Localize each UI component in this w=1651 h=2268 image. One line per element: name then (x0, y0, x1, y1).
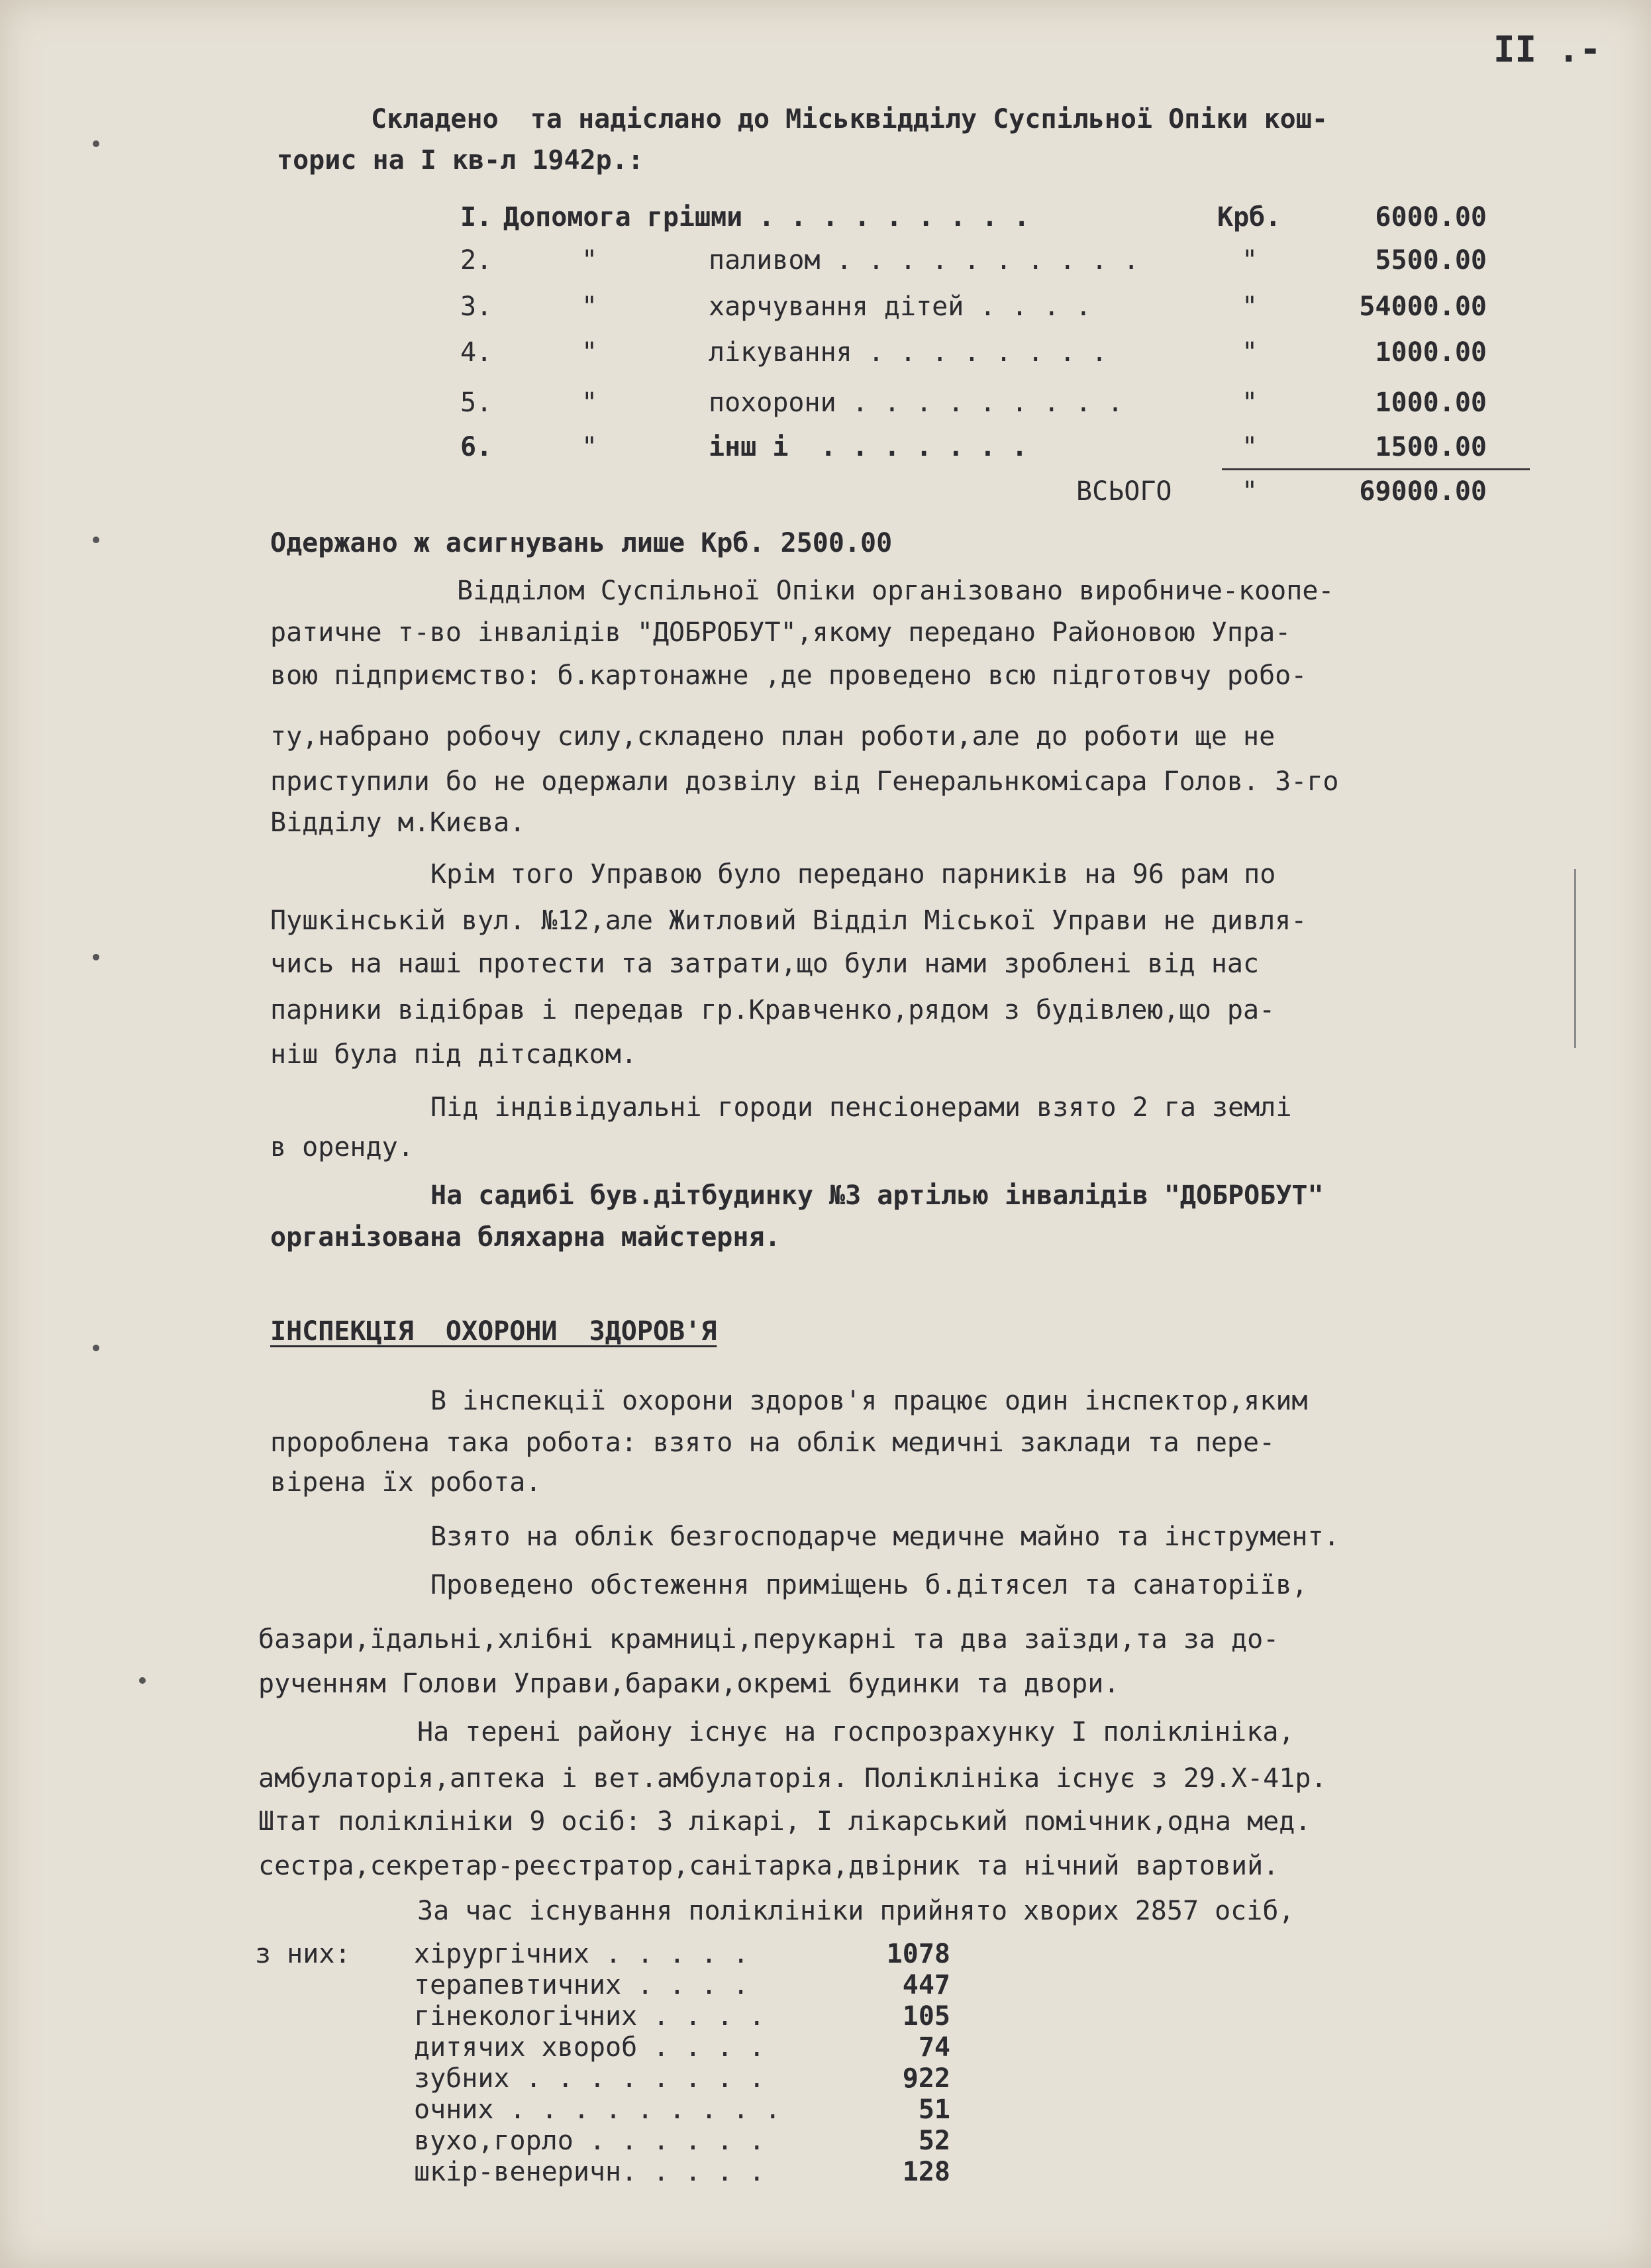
budget-row-unit: Крб. (1217, 202, 1281, 232)
patients-value: 922 (902, 2063, 950, 2094)
patients-label: шкір-венеричн. . . . . (414, 2157, 765, 2187)
page-number: II .- (1493, 28, 1601, 70)
text-line: сестра,секретар-реєстратор,санітарка,двірник та нічний вартовий. (258, 1851, 1279, 1881)
patients-value: 52 (918, 2126, 950, 2156)
budget-row-ditto: " (581, 291, 598, 322)
section-heading: ІНСПЕКЦІЯ ОХОРОНИ ЗДОРОВ'Я (270, 1316, 717, 1347)
sum-rule (1222, 468, 1530, 470)
patients-value: 74 (918, 2032, 950, 2063)
budget-row-unit: " (1242, 387, 1258, 418)
budget-row-amount: 1500.00 (1375, 432, 1487, 462)
text-line: Під індівідуальні городи пенсіонерами взято 2 га землі (430, 1092, 1292, 1123)
text-line: В інспекції охорони здоров'я працює один інспектор,яким (430, 1386, 1308, 1416)
text-line: На садибі був.дітбудинку №3 артілью інвалідів "ДОБРОБУТ" (430, 1180, 1324, 1211)
text-line: ту,набрано робочу силу,складено план роботи,але до роботи ще не (270, 721, 1276, 752)
patients-value: 51 (918, 2094, 950, 2125)
margin-dot (139, 1677, 146, 1684)
patients-value: 128 (902, 2157, 950, 2187)
margin-dot (93, 1345, 99, 1351)
text-line: Відділом Суспільної Опіки організовано виробниче-коопе- (457, 576, 1334, 606)
patients-label: гінекологічних . . . . (414, 2001, 765, 2032)
margin-dot (93, 954, 99, 960)
text-line: парники відібрав і передав гр.Кравченко,рядом з будівлею,що ра- (270, 995, 1276, 1025)
text-line: Проведено обстеження приміщень б.дітясел та санаторіїв, (430, 1570, 1308, 1600)
text-line: чись на наші протести та затрати,що були нами зроблені від нас (270, 949, 1260, 979)
budget-row-number: 4. (460, 337, 493, 368)
margin-bracket (1574, 869, 1576, 1048)
budget-total-amount: 69000.00 (1359, 476, 1487, 507)
budget-row-label: паливом . . . . . . . . . . (709, 245, 1140, 276)
patients-value: 105 (902, 2001, 950, 2032)
budget-row-label: лікування . . . . . . . . (709, 337, 1108, 368)
text-line: вірена їх робота. (270, 1467, 542, 1498)
budget-row-label: похорони . . . . . . . . . (709, 387, 1124, 418)
margin-dot (93, 140, 99, 147)
budget-row-number: 5. (460, 387, 493, 418)
patients-value: 447 (902, 1970, 950, 2000)
text-line: ратичне т-во інвалідів "ДОБРОБУТ",якому передано Районовою Упра- (270, 617, 1291, 648)
intro-line-2: торис на I кв-л 1942р.: (277, 145, 644, 176)
text-line: приступили бо не одержали дозвілу від Генеральнкомісара Голов. 3-го (270, 766, 1339, 797)
margin-dot (93, 537, 99, 543)
budget-total-label: ВСЬОГО (1076, 476, 1172, 507)
budget-row-amount: 1000.00 (1375, 387, 1487, 418)
budget-row-unit: " (1242, 245, 1258, 276)
text-line: вою підприємство: б.картонажне ,де проведено всю підготовчу робо- (270, 660, 1307, 691)
budget-row-amount: 6000.00 (1375, 202, 1487, 232)
text-line: Штат поліклініки 9 осіб: 3 лікарі, I лікарський помічник,одна мед. (258, 1806, 1311, 1837)
budget-row-amount: 1000.00 (1375, 337, 1487, 368)
budget-row-number: 2. (460, 245, 493, 276)
budget-row-unit: " (1242, 432, 1258, 462)
intro-line-1: Складено та надіслано до Міськвідділу Суспільної Опіки кош- (371, 104, 1328, 134)
text-line: рученням Голови Управи,бараки,окремі будинки та двори. (258, 1669, 1120, 1699)
patients-label: очних . . . . . . . . . (414, 2094, 781, 2125)
text-line: За час існування поліклініки прийнято хворих 2857 осіб, (417, 1896, 1295, 1926)
budget-row-unit: " (1242, 291, 1258, 322)
text-line: пророблена така робота: взято на облік медичні заклади та пере- (270, 1427, 1276, 1458)
patients-label: хірургічних . . . . . (414, 1939, 749, 1969)
text-line: базари,їдальні,хлібні крамниці,перукарні та два заїзди,та за до- (258, 1624, 1279, 1655)
text-line: Крім того Управою було передано парників на 96 рам по (430, 859, 1276, 890)
budget-row-amount: 5500.00 (1375, 245, 1487, 276)
patients-label: дитячих хвороб . . . . (414, 2032, 765, 2063)
received-line: Одержано ж асигнувань лише Крб. 2500.00 (270, 528, 893, 558)
text-line: На терені району існує на госпрозрахунку I поліклініка, (417, 1717, 1295, 1747)
text-line: Взято на облік безгосподарче медичне майно та інструмент. (430, 1521, 1340, 1552)
text-line: Відділу м.Києва. (270, 807, 526, 838)
text-line: амбулаторія,аптека і вет.амбулаторія. Поліклініка існує з 29.X-41р. (258, 1763, 1327, 1794)
budget-total-unit: " (1242, 476, 1258, 507)
budget-row-number: I. (460, 202, 493, 232)
patients-label: терапевтичних . . . . (414, 1970, 749, 2000)
patients-label: вухо,горло . . . . . . (414, 2126, 765, 2156)
budget-row-ditto: " (581, 387, 598, 418)
budget-row-label: харчування дітей . . . . (709, 291, 1091, 322)
budget-row-ditto: " (581, 337, 598, 368)
text-line: ніш була під дітсадком. (270, 1039, 637, 1070)
patients-prefix: з них: (255, 1939, 351, 1969)
budget-row-ditto: " (581, 245, 598, 276)
text-line: Пушкінській вул. №12,але Житловий Відділ Міської Управи не дивля- (270, 905, 1307, 936)
budget-row-amount: 54000.00 (1359, 291, 1487, 322)
budget-row-number: 6. (460, 432, 493, 462)
budget-row-number: 3. (460, 291, 493, 322)
patients-label: зубних . . . . . . . . (414, 2063, 765, 2094)
text-line: в оренду. (270, 1132, 414, 1162)
text-line: організована бляхарна майстерня. (270, 1222, 781, 1253)
budget-row-label: Допомога грішми . . . . . . . . . (503, 202, 1030, 232)
budget-row-label: інш і . . . . . . . (709, 432, 1028, 462)
budget-row-unit: " (1242, 337, 1258, 368)
budget-row-ditto: " (581, 432, 598, 462)
patients-value: 1078 (886, 1939, 950, 1969)
